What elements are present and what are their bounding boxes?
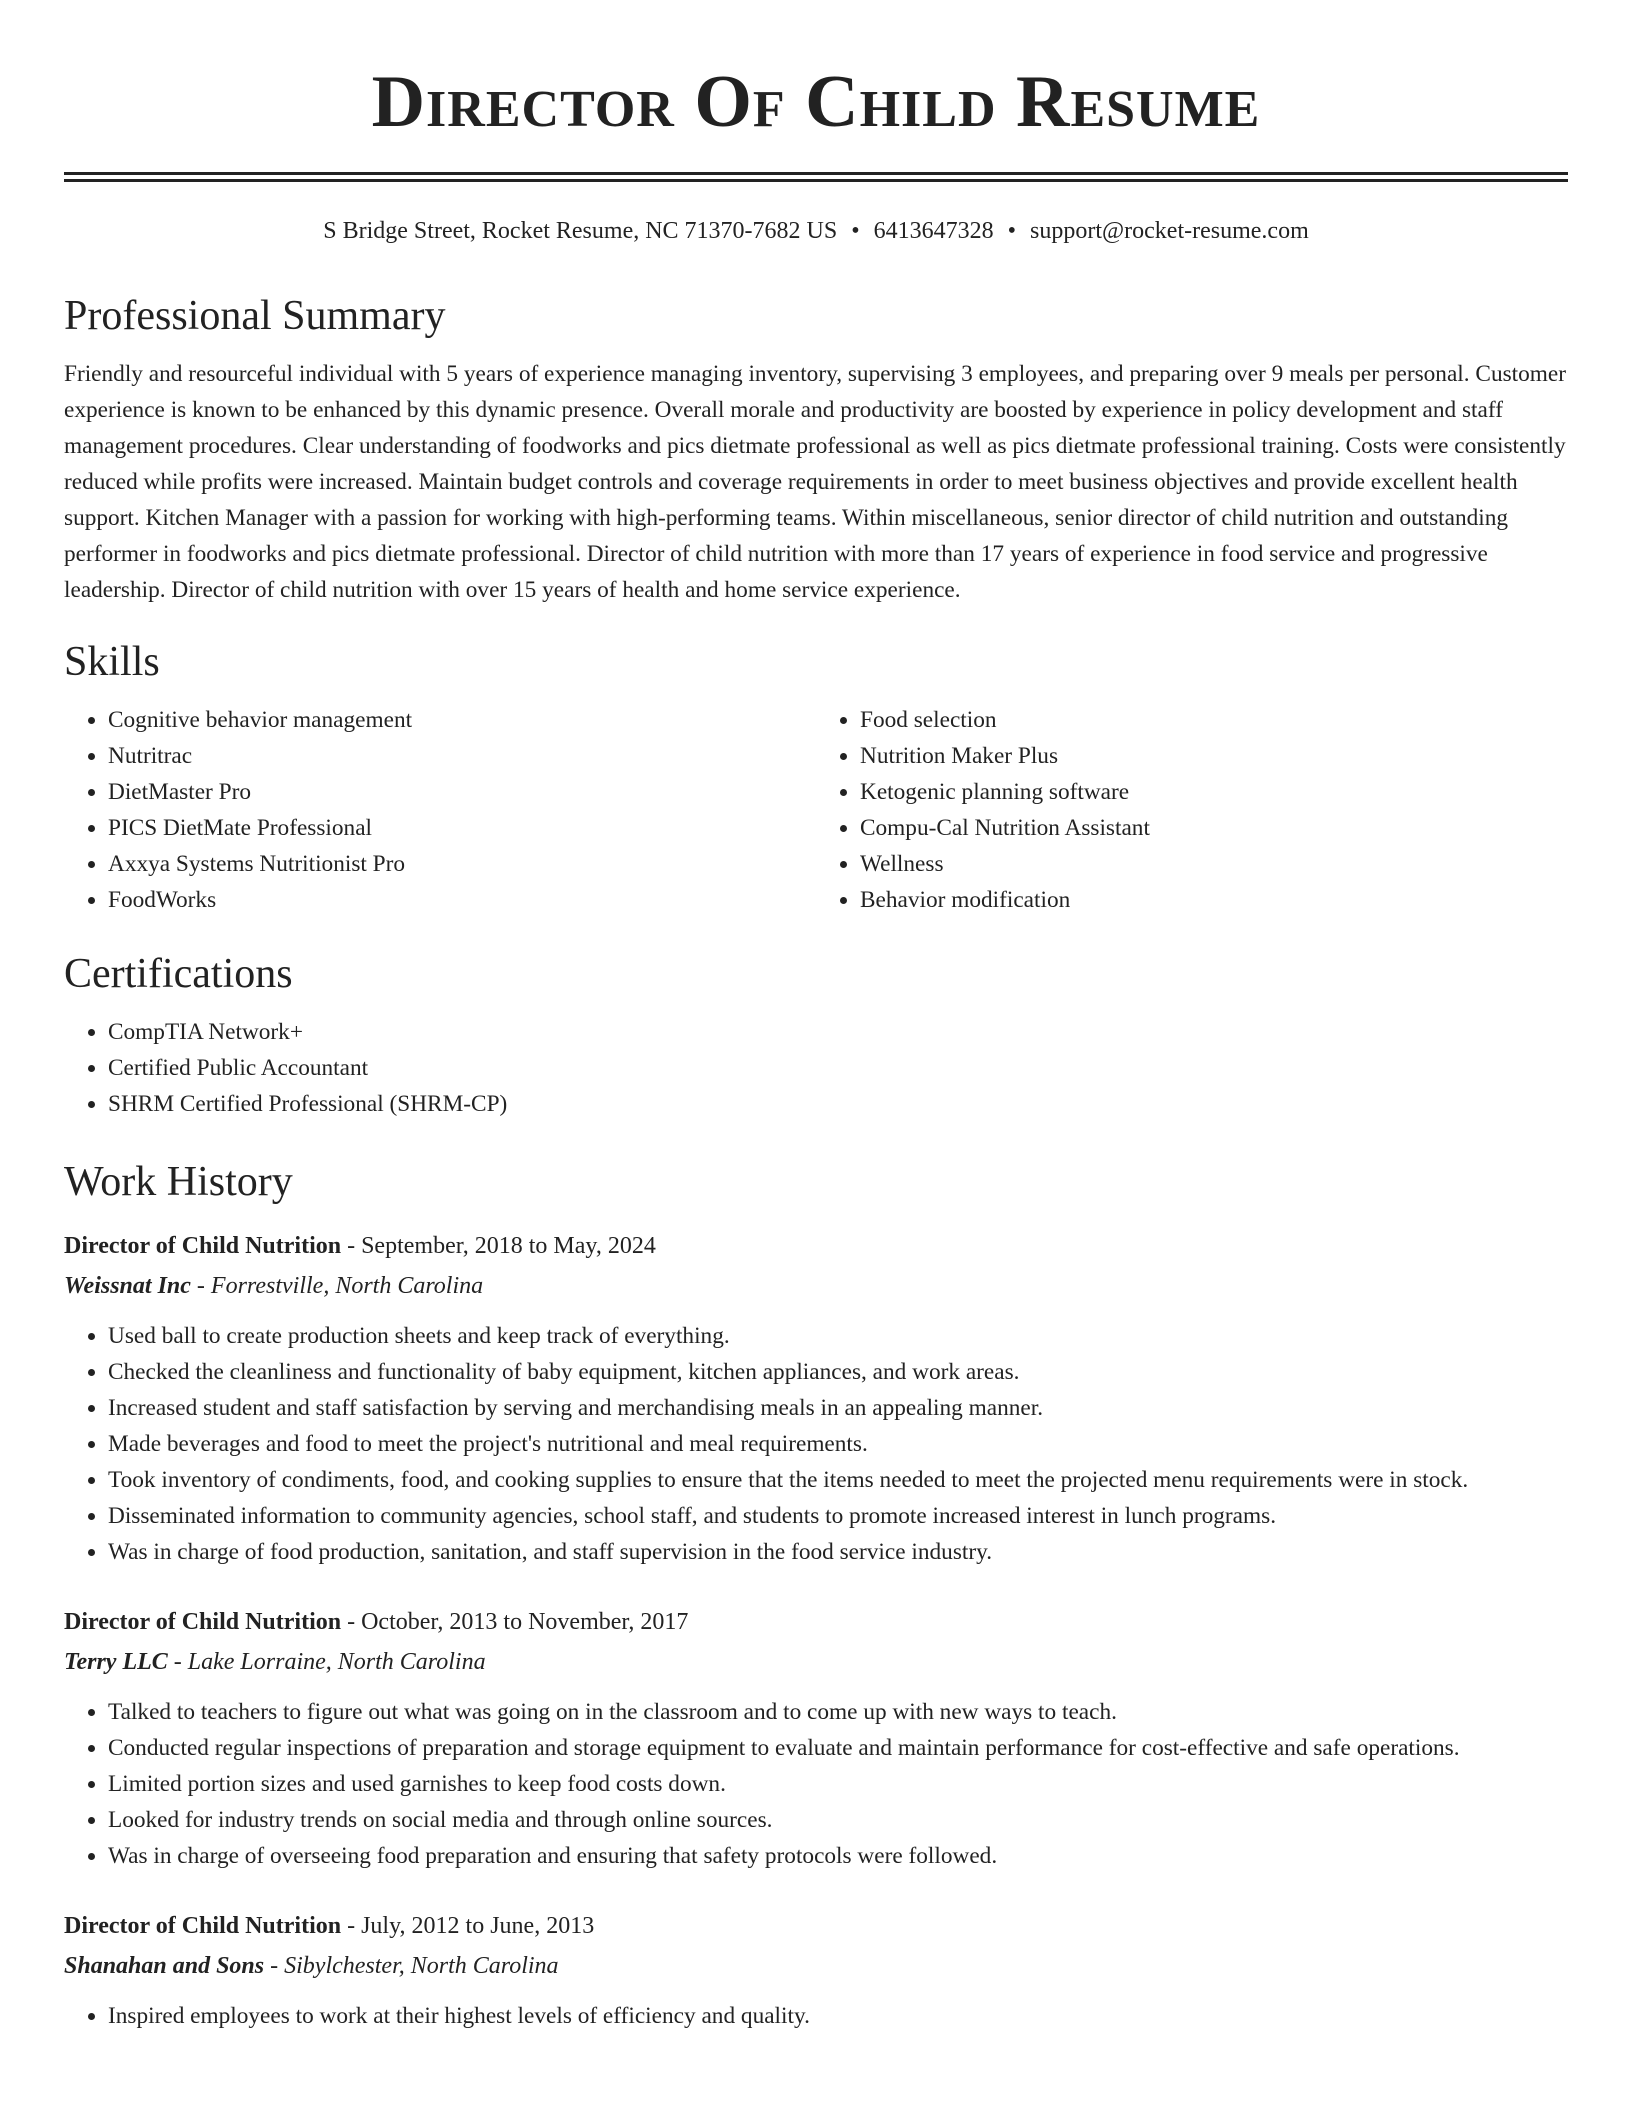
skill-item: • Behavior modification (860, 882, 1568, 918)
job-title: Director of Child Nutrition (64, 1913, 342, 1939)
summary-heading: Professional Summary (64, 293, 446, 339)
job-location: - Forrestville, North Carolina (190, 1273, 484, 1299)
job-bullet: • Talked to teachers to figure out what was going on in the classroom and to come up with new ways to teach. (108, 1694, 1568, 1730)
title-divider-bottom (64, 179, 1568, 182)
title-divider-top (64, 172, 1568, 175)
work-history-heading: Work History (64, 1159, 293, 1205)
job-company: Shanahan and Sons (64, 1953, 265, 1979)
job-bullet: • Used ball to create production sheets and keep track of everything. (108, 1318, 1568, 1354)
job-company: Terry LLC (64, 1649, 168, 1675)
job-bullet: • Disseminated information to community agencies, school staff, and students to promote increased interest in lunch programs. (108, 1498, 1568, 1534)
certifications-section (64, 948, 1568, 1122)
work-history-section (64, 1156, 1568, 2034)
job-bullet: • Increased student and staff satisfaction by serving and merchandising meals in an appealing manner. (108, 1390, 1568, 1426)
skill-item: • FoodWorks (108, 882, 816, 918)
summary-text: Friendly and resourceful individual with 5 years of experience managing inventory, supervising 3 employees, and preparing over 9 meals per personal. Customer experience is known to be enhanced by this dynamic presence. Overall morale and productivity are boosted by experience in policy development and staff management procedures. Clear understanding of foodworks and pics dietmate professional as well as pics dietmate professional training. Costs were consistently reduced while profits were increased. Maintain budget controls and coverage requirements in order to meet business objectives and provide excellent health support. Kitchen Manager with a passion for working with high-performing teams. Within miscellaneous, senior director of child nutrition and outstanding performer in foodworks and pics dietmate professional. Director of child nutrition with more than 17 years of experience in food service and progressive leadership. Director of child nutrition with over 15 years of health and home service experience. (64, 361, 1567, 603)
contact-separator: • (851, 218, 860, 244)
job-heading (64, 1906, 1568, 1946)
job-title: Director of Child Nutrition (64, 1609, 342, 1635)
job-heading (64, 1602, 1568, 1642)
job-location: - Lake Lorraine, North Carolina (167, 1649, 486, 1675)
certification-item: • CompTIA Network+ (108, 1014, 1568, 1050)
summary-section (64, 290, 1568, 608)
skills-list-left (64, 702, 816, 918)
skill-item: • Wellness (860, 846, 1568, 882)
certification-item: • SHRM Certified Professional (SHRM-CP) (108, 1086, 1568, 1122)
skill-item: • Nutrition Maker Plus (860, 738, 1568, 774)
job-employer (64, 1266, 1568, 1306)
job-dates: - October, 2013 to November, 2017 (341, 1609, 689, 1635)
contact-phone: 6413647328 (873, 218, 994, 244)
resume-title: Director Of Child Resume (371, 61, 1261, 143)
job-title: Director of Child Nutrition (64, 1233, 342, 1259)
job-bullet: • Was in charge of overseeing food preparation and ensuring that safety protocols were followed. (108, 1838, 1568, 1874)
certifications-heading: Certifications (64, 951, 293, 997)
job-entry (64, 1226, 1568, 1570)
job-bullet: • Inspired employees to work at their highest levels of efficiency and quality. (108, 1998, 1568, 2034)
skill-item: • DietMaster Pro (108, 774, 816, 810)
job-entry (64, 1906, 1568, 2034)
skills-section (64, 636, 1568, 918)
job-company: Weissnat Inc (64, 1273, 191, 1299)
skill-item: • Nutritrac (108, 738, 816, 774)
job-bullets (64, 1998, 1568, 2034)
job-heading (64, 1226, 1568, 1266)
job-employer (64, 1946, 1568, 1986)
job-bullet: • Was in charge of food production, sanitation, and staff supervision in the food service industry. (108, 1534, 1568, 1570)
certifications-list (64, 1014, 1568, 1122)
job-dates: - July, 2012 to June, 2013 (341, 1913, 595, 1939)
job-bullet: • Conducted regular inspections of preparation and storage equipment to evaluate and maintain performance for cost-effective and safe operations. (108, 1730, 1568, 1766)
job-bullet: • Took inventory of condiments, food, and cooking supplies to ensure that the items needed to meet the projected menu requirements were in stock. (108, 1462, 1568, 1498)
job-bullets (64, 1694, 1568, 1874)
skill-item: • Compu-Cal Nutrition Assistant (860, 810, 1568, 846)
job-dates: - September, 2018 to May, 2024 (341, 1233, 656, 1259)
job-bullets (64, 1318, 1568, 1570)
job-bullet: • Looked for industry trends on social media and through online sources. (108, 1802, 1568, 1838)
contact-address: S Bridge Street, Rocket Resume, NC 71370-7682 US (323, 218, 838, 244)
skill-item: • Ketogenic planning software (860, 774, 1568, 810)
job-bullet: • Limited portion sizes and used garnishes to keep food costs down. (108, 1766, 1568, 1802)
skills-grid (64, 702, 1568, 918)
skills-heading: Skills (64, 639, 160, 685)
certification-item: • Certified Public Accountant (108, 1050, 1568, 1086)
skill-item: • Cognitive behavior management (108, 702, 816, 738)
job-bullet: • Checked the cleanliness and functionality of baby equipment, kitchen appliances, and work areas. (108, 1354, 1568, 1390)
job-bullet: • Made beverages and food to meet the project's nutritional and meal requirements. (108, 1426, 1568, 1462)
skill-item: • PICS DietMate Professional (108, 810, 816, 846)
skill-item: • Food selection (860, 702, 1568, 738)
skills-list-right (816, 702, 1568, 918)
job-location: - Sibylchester, North Carolina (264, 1953, 559, 1979)
job-entry (64, 1602, 1568, 1874)
contact-email: support@rocket-resume.com (1030, 218, 1309, 244)
contact-separator: • (1007, 218, 1017, 244)
skill-item: • Axxya Systems Nutritionist Pro (108, 846, 816, 882)
job-employer (64, 1642, 1568, 1682)
contact-line (64, 216, 1568, 246)
